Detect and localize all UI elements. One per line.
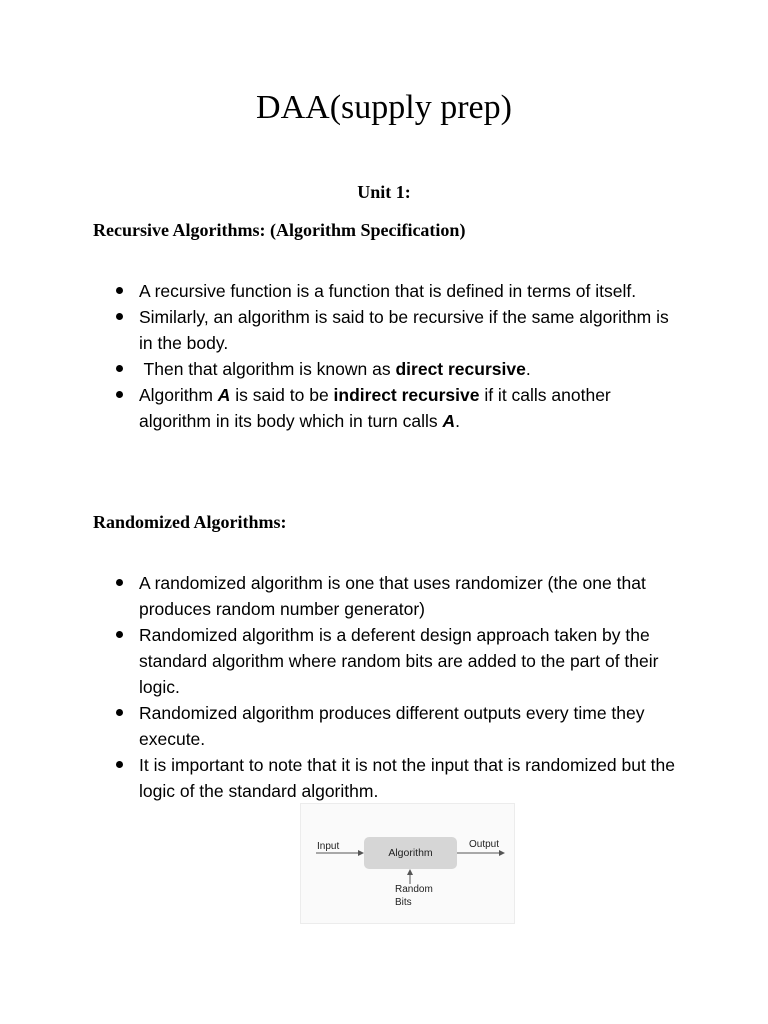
list-item — [114, 622, 684, 700]
list-item — [114, 570, 684, 622]
bullet-text: Algorithm — [139, 385, 218, 405]
randomized-algorithms-heading: Randomized Algorithms: — [93, 512, 287, 532]
recursive-bullet-list — [114, 278, 684, 434]
bullet-icon — [116, 365, 123, 372]
unit-heading: Unit 1: — [357, 182, 411, 202]
bullet-icon — [116, 761, 123, 768]
algorithm-symbol: A — [442, 411, 456, 431]
recursive-algorithms-heading: Recursive Algorithms: (Algorithm Specification) — [93, 220, 466, 240]
bullet-text: Randomized algorithm produces different outputs every time they execute. — [139, 703, 645, 749]
list-item — [114, 356, 684, 382]
bullet-icon — [116, 579, 123, 586]
list-item — [114, 382, 684, 434]
document-title: DAA(supply prep) — [256, 89, 512, 126]
bullet-text: Then that algorithm is known as — [139, 359, 396, 379]
random-label: Random — [395, 884, 433, 895]
bullet-icon — [116, 391, 123, 398]
bullet-icon — [116, 709, 123, 716]
randomized-bullet-list — [114, 570, 684, 804]
bits-label: Bits — [395, 897, 412, 908]
bullet-icon — [116, 631, 123, 638]
bullet-text: Similarly, an algorithm is said to be recursive if the same algorithm is in the body. — [139, 307, 669, 353]
bullet-icon — [116, 313, 123, 320]
bullet-text-post: if it calls another algorithm in its body which in turn calls — [139, 385, 611, 431]
output-label: Output — [469, 839, 500, 850]
bullet-text: Randomized algorithm is a deferent design approach taken by the standard algorithm where random bits are added to the part of their logic. — [139, 625, 659, 697]
bullet-text-mid: is said to be — [230, 385, 334, 405]
bullet-text: A randomized algorithm is one that uses randomizer (the one that produces random number generator) — [139, 573, 646, 619]
bullet-icon — [116, 287, 123, 294]
algorithm-box: Algorithm — [364, 837, 457, 869]
list-item — [114, 752, 684, 804]
indirect-recursive-term: indirect recursive — [333, 385, 480, 405]
bullet-text: It is important to note that it is not the input that is randomized but the logic of the standard algorithm. — [139, 755, 675, 801]
bullet-text: A recursive function is a function that is defined in terms of itself. — [139, 281, 637, 301]
direct-recursive-term: direct recursive — [395, 359, 526, 379]
bullet-text-end: . — [525, 359, 531, 379]
bullet-text-end: . — [455, 411, 460, 431]
algorithm-symbol: A — [217, 385, 231, 405]
list-item — [114, 278, 684, 304]
input-label: Input — [317, 841, 340, 852]
randomized-algorithm-diagram — [300, 803, 515, 924]
list-item — [114, 304, 684, 356]
list-item — [114, 700, 684, 752]
